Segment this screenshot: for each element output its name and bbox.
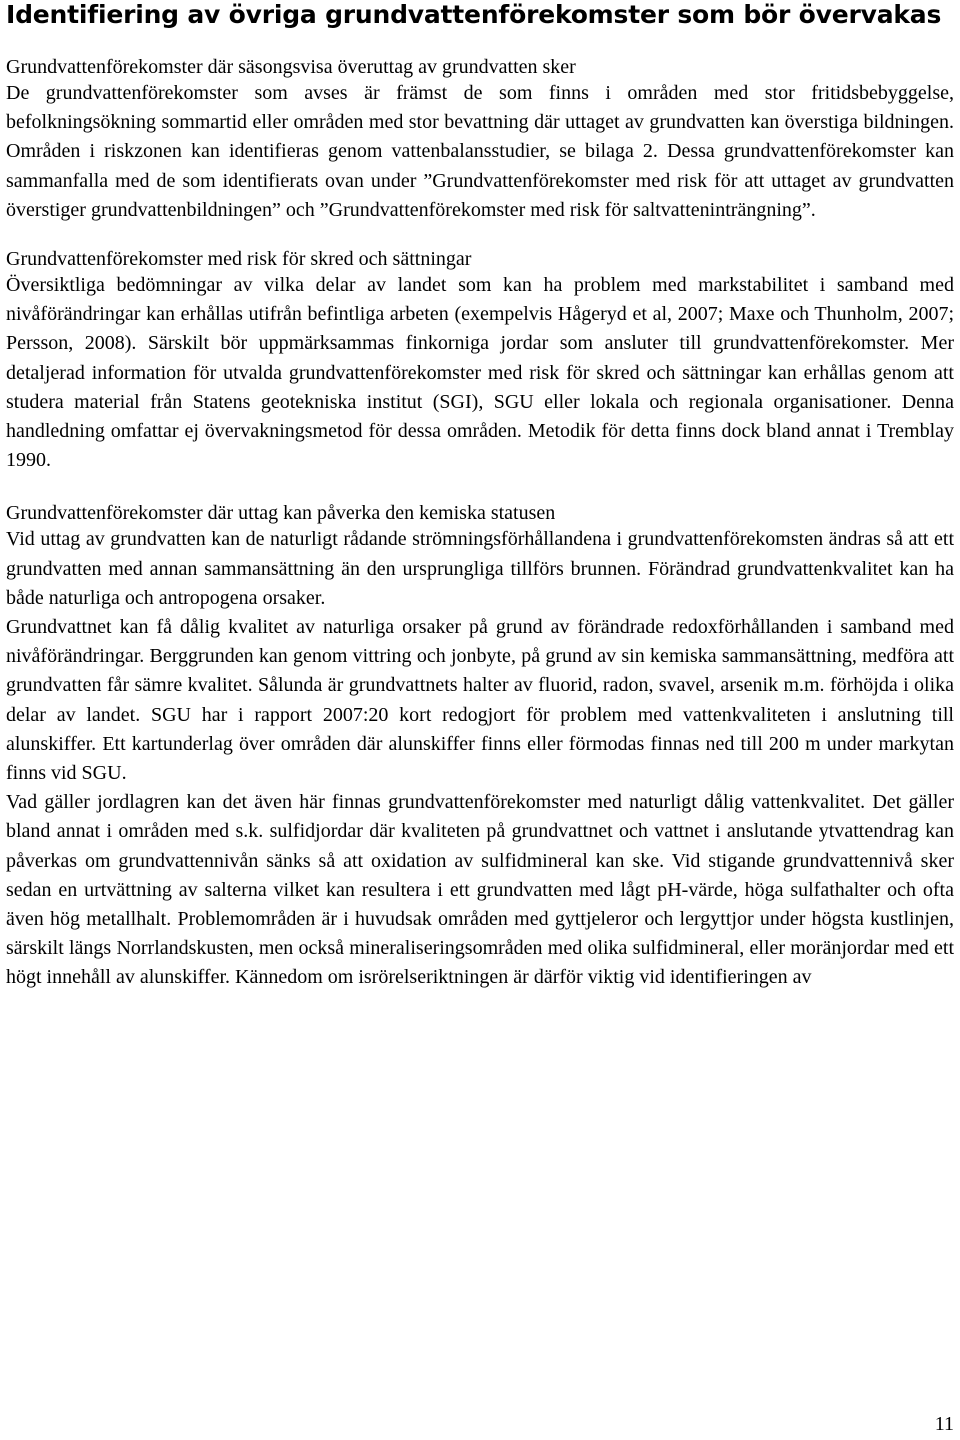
paragraph-seasonal-overuse: De grundvattenförekomster som avses är främst de som finns i områden med stor fritidsbebyggelse, befolkningsökning sommartid eller områden med stor bevattning där uttaget av grundvatten kan överstiga bildningen. Områden i riskzonen kan identifieras genom vattenbalansstudier, se bilaga 2. Dessa grundvattenförekomster kan sammanfalla med de som identifierats ovan under ”Grundvattenförekomster med risk för att uttaget av grundvatten överstiger grundvattenbildningen” och ”Grundvattenförekomster med risk för saltvatteninträngning”. <box>6 82 954 221</box>
paragraph-chemical-status-3: Vad gäller jordlagren kan det även här finnas grundvattenförekomster med naturligt dålig vattenkvalitet. Det gäller bland annat i områden med s.k. sulfidjordar där kvaliteten på grundvattnet och vattnet i anslutande ytvattendrag kan påverkas om grundvattennivån sänks så att oxidation av sulfidmineral kan ske. Vid stigande grundvattennivå sker sedan en urtvättning av salterna vilket kan resultera i ett grundvatten med lågt pH-värde, höga sulfathalter och ofta även hög metallhalt. Problemområden är i huvudsak områden med gyttjeleror och lergyttjor under högsta kustlinjen, särskilt längs Norrlandskusten, men också mineraliseringsområden med olika sulfidmineral, eller moränjordar med ett högt innehåll av alunskiffer. Kännedom om isrörelseriktningen är därför viktig vid identifieringen av <box>6 791 954 989</box>
paragraph-landslide-risk: Översiktliga bedömningar av vilka delar av landet som kan ha problem med markstabilitet i samband med nivåförändringar kan erhållas utifrån befintliga arbeten (exempelvis Hågeryd et al, 2007; Maxe och Thunholm, 2007; Persson, 2008). Särskilt bör uppmärksammas finkorniga jordar som ansluter till grundvattenförekomster. Mer detaljerad information för utvalda grundvattenförekomster med risk för skred och sättningar kan erhållas genom att studera material från Statens geotekniska institut (SGI), SGU eller lokala och regionala organisationer. Denna handledning omfattar ej övervakningsmetod för dessa områden. Metodik för detta finns dock bland annat i Tremblay 1990. <box>6 274 954 472</box>
page-number: 11 <box>934 1413 954 1435</box>
document-page <box>6 0 954 993</box>
paragraph-chemical-status-2: Grundvattnet kan få dålig kvalitet av naturliga orsaker på grund av förändrade redoxförhållanden i samband med nivåförändringar. Berggrunden kan genom vittring och jonbyte, på grund av sin kemiska sammansättning, medföra att grundvatten får sämre kvalitet. Sålunda är grundvattnets halter av fluorid, radon, svavel, arsenik m.m. förhöjda i olika delar av landet. SGU har i rapport 2007:20 kort redogjort för problem med vattenkvaliteten i anslutning till alunskiffer. Ett kartunderlag över områden där alunskiffer finns eller förmodas finnas ned till 200 m under markytan finns vid SGU. <box>6 616 954 785</box>
section-heading-seasonal-overuse: Grundvattenförekomster där säsongsvisa överuttag av grundvatten sker <box>6 56 576 78</box>
paragraph-chemical-status-1: Vid uttag av grundvatten kan de naturligt rådande strömningsförhållandena i grundvattenförekomsten ändras så att ett grundvatten med annan sammansättning än den ursprungliga tillförs brunnen. Förändrad grundvattenkvalitet kan ha både naturliga och antropogena orsaker. <box>6 528 954 609</box>
section-heading-chemical-status: Grundvattenförekomster där uttag kan påverka den kemiska statusen <box>6 502 556 525</box>
page-title: Identifiering av övriga grundvattenförekomster som bör övervakas <box>6 0 942 29</box>
section-heading-landslide-risk: Grundvattenförekomster med risk för skred och sättningar <box>6 248 472 271</box>
